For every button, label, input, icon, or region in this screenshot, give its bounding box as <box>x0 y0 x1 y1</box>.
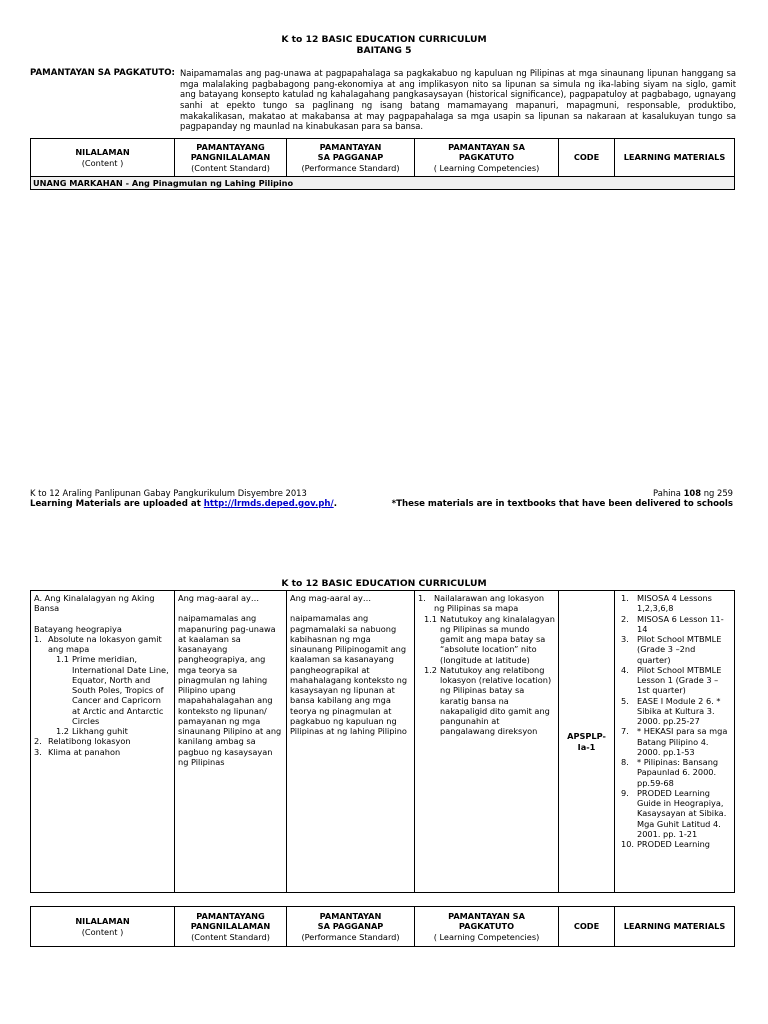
grade-label: BAITANG 5 <box>356 45 412 56</box>
list-item: 1. MISOSA 4 Lessons 1,2,3,6,8 <box>621 593 712 614</box>
code-cell: APSPLP-Ia-1 <box>559 591 615 893</box>
header-content-standard: PAMANTAYANG PANGNILALAMAN (Content Standard) <box>175 139 287 177</box>
list-item: 2. Relatibong lokasyon <box>34 736 131 747</box>
learning-materials-cell <box>615 591 735 893</box>
header-code: CODE <box>559 139 615 177</box>
header-content: NILALAMAN (Content ) <box>31 139 175 177</box>
performance-standard-cell: Ang mag-aaral ay… naipamamalas ang pagmamalaki sa nabuong kabihasnan ng mga sinaunang Pilipinogamit ang kaalaman sa kasanayang pangheograpikal at mahahalagang konteksto ng kasaysayan ng lipunan at bansa kabilang ang mga teorya ng pinagmulan at pagkabuo ng kapuluan ng Pilipinas at ng lahing Pilipino <box>287 591 415 893</box>
header-learning-materials: LEARNING MATERIALS <box>615 139 735 177</box>
document-title: K to 12 BASIC EDUCATION CURRICULUM <box>281 34 487 45</box>
list-item: 1.2 Likhang guhit <box>56 726 128 736</box>
list-item: 1. Absolute na lokasyon gamit ang mapa <box>34 633 162 654</box>
list-item: 10. PRODED Learning <box>621 839 710 849</box>
curriculum-header-table-repeat <box>30 906 735 947</box>
learning-competencies-cell <box>415 591 559 893</box>
header-learning-competencies: PAMANTAYAN SA PAGKATUTO ( Learning Competencies) <box>415 907 559 947</box>
standard-text: Naipamamalas ang pag-unawa at pagpapahalaga sa pagkakabuo ng kapuluan ng Pilipinas at mga sinaunang lipunan hanggang sa mga malalaking pagbabagong pang-ekonomiya at ang implikasyon nito sa lipunan sa simula ng ika-labing siyam na siglo, gamit ang batayang konsepto katulad ng kahalagahang pangkasaysayan (historical significance), pagpapatuloy at pagbabago, ugnayang sanhi at epekto tungo sa paglinang ng isang batang mamamayang mapanuri, mapagmuni, responsable, produktibo, makakalikasan, makatao at makabansa at may pagpapahalaga sa mga usapin sa lipunan sa nakaraan at kasalukuyan tungo sa pagpapanday ng maunlad na kinabukasan para sa bansa. <box>180 68 736 132</box>
curriculum-header-table <box>30 138 735 190</box>
list-item: 3. Klima at panahon <box>34 746 121 757</box>
list-item: 8. * Pilipinas: Bansang Papaunlad 6. 2000. pp.59-68 <box>621 757 719 788</box>
header-code: CODE <box>559 907 615 947</box>
header-content-standard: PAMANTAYANG PANGNILALAMAN (Content Standard) <box>175 907 287 947</box>
footer-guide-title: K to 12 Araling Panlipunan Gabay Pangkurikulum Disyembre 2013 <box>30 488 307 498</box>
content-cell <box>31 591 175 893</box>
list-item: 9. PRODED Learning Guide in Heograpiya, Kasaysayan at Sibika. Mga Guhit Latitud 4. 2001. pp. 1-21 <box>621 787 727 839</box>
standard-label: PAMANTAYAN SA PAGKATUTO: <box>30 68 175 78</box>
lrmds-link[interactable]: http://lrmds.deped.gov.ph/ <box>203 499 334 509</box>
header-learning-materials: LEARNING MATERIALS <box>615 907 735 947</box>
quarter-label: UNANG MARKAHAN - Ang Pinagmulan ng Lahing Pilipino <box>31 177 735 190</box>
materials-upload-note: Learning Materials are uploaded at http://lrmds.deped.gov.ph/. <box>30 499 337 509</box>
page-number: Pahina 108 ng 259 <box>653 488 733 498</box>
header-performance-standard: PAMANTAYAN SA PAGGANAP (Performance Standard) <box>287 139 415 177</box>
header-performance-standard: PAMANTAYAN SA PAGGANAP (Performance Standard) <box>287 907 415 947</box>
list-item: 4. Pilot School MTBMLE Lesson 1 (Grade 3 – 1st quarter) <box>621 664 722 696</box>
list-item: 5. EASE I Module 2 6. * Sibika at Kultura 3. 2000. pp.25-27 <box>621 695 721 726</box>
list-item: 7. * HEKASI para sa mga Batang Pilipino 4. 2000. pp.1-53 <box>621 726 728 757</box>
content-standard-cell: Ang mag-aaral ay… naipamamalas ang mapanuring pag-unawa at kaalaman sa kasanayang pangheograpiya, ang mga teorya sa pinagmulan ng lahing Pilipino upang mapahahalagahan ang konteksto ng lipunan/ pamayanan ng mga sinaunang Pilipino at ang kanilang ambag sa pagbuo ng kasaysayan ng Pilipinas <box>175 591 287 893</box>
list-item: 1. Nailalarawan ang lokasyon ng Pilipinas sa mapa <box>418 593 545 614</box>
list-item: 1.2 Natutukoy ang relatibong lokasyon (relative location) ng Pilipinas batay sa karatig bansa na nakapaligid dito gamit ang pangunahin at pangalawang direksyon <box>424 664 552 737</box>
textbook-note: *These materials are in textbooks that have been delivered to schools <box>391 499 733 509</box>
content-heading: A. Ang Kinalalagyan ng Aking Bansa <box>34 593 155 614</box>
header-learning-competencies: PAMANTAYAN SA PAGKATUTO ( Learning Competencies) <box>415 139 559 177</box>
list-item: 3. Pilot School MTBMLE (Grade 3 –2nd quarter) <box>621 634 722 665</box>
list-item: 1.1 Natutukoy ang kinalalagyan ng Pilipinas sa mundo gamit ang mapa batay sa “absolute location” nito (longitude at latitude) <box>424 613 555 665</box>
page2-title: K to 12 BASIC EDUCATION CURRICULUM <box>281 578 487 589</box>
list-item: 1.1 Prime meridian, International Date Line, Equator, North and South Poles, Tropics of Cancer and Capricorn at Arctic and Antarctic Circles <box>56 654 169 726</box>
list-item: 2. MISOSA 6 Lesson 11-14 <box>621 613 724 634</box>
content-subheading: Batayang heograpiya <box>34 623 122 634</box>
header-content: NILALAMAN (Content ) <box>31 907 175 947</box>
curriculum-row-table <box>30 590 735 893</box>
